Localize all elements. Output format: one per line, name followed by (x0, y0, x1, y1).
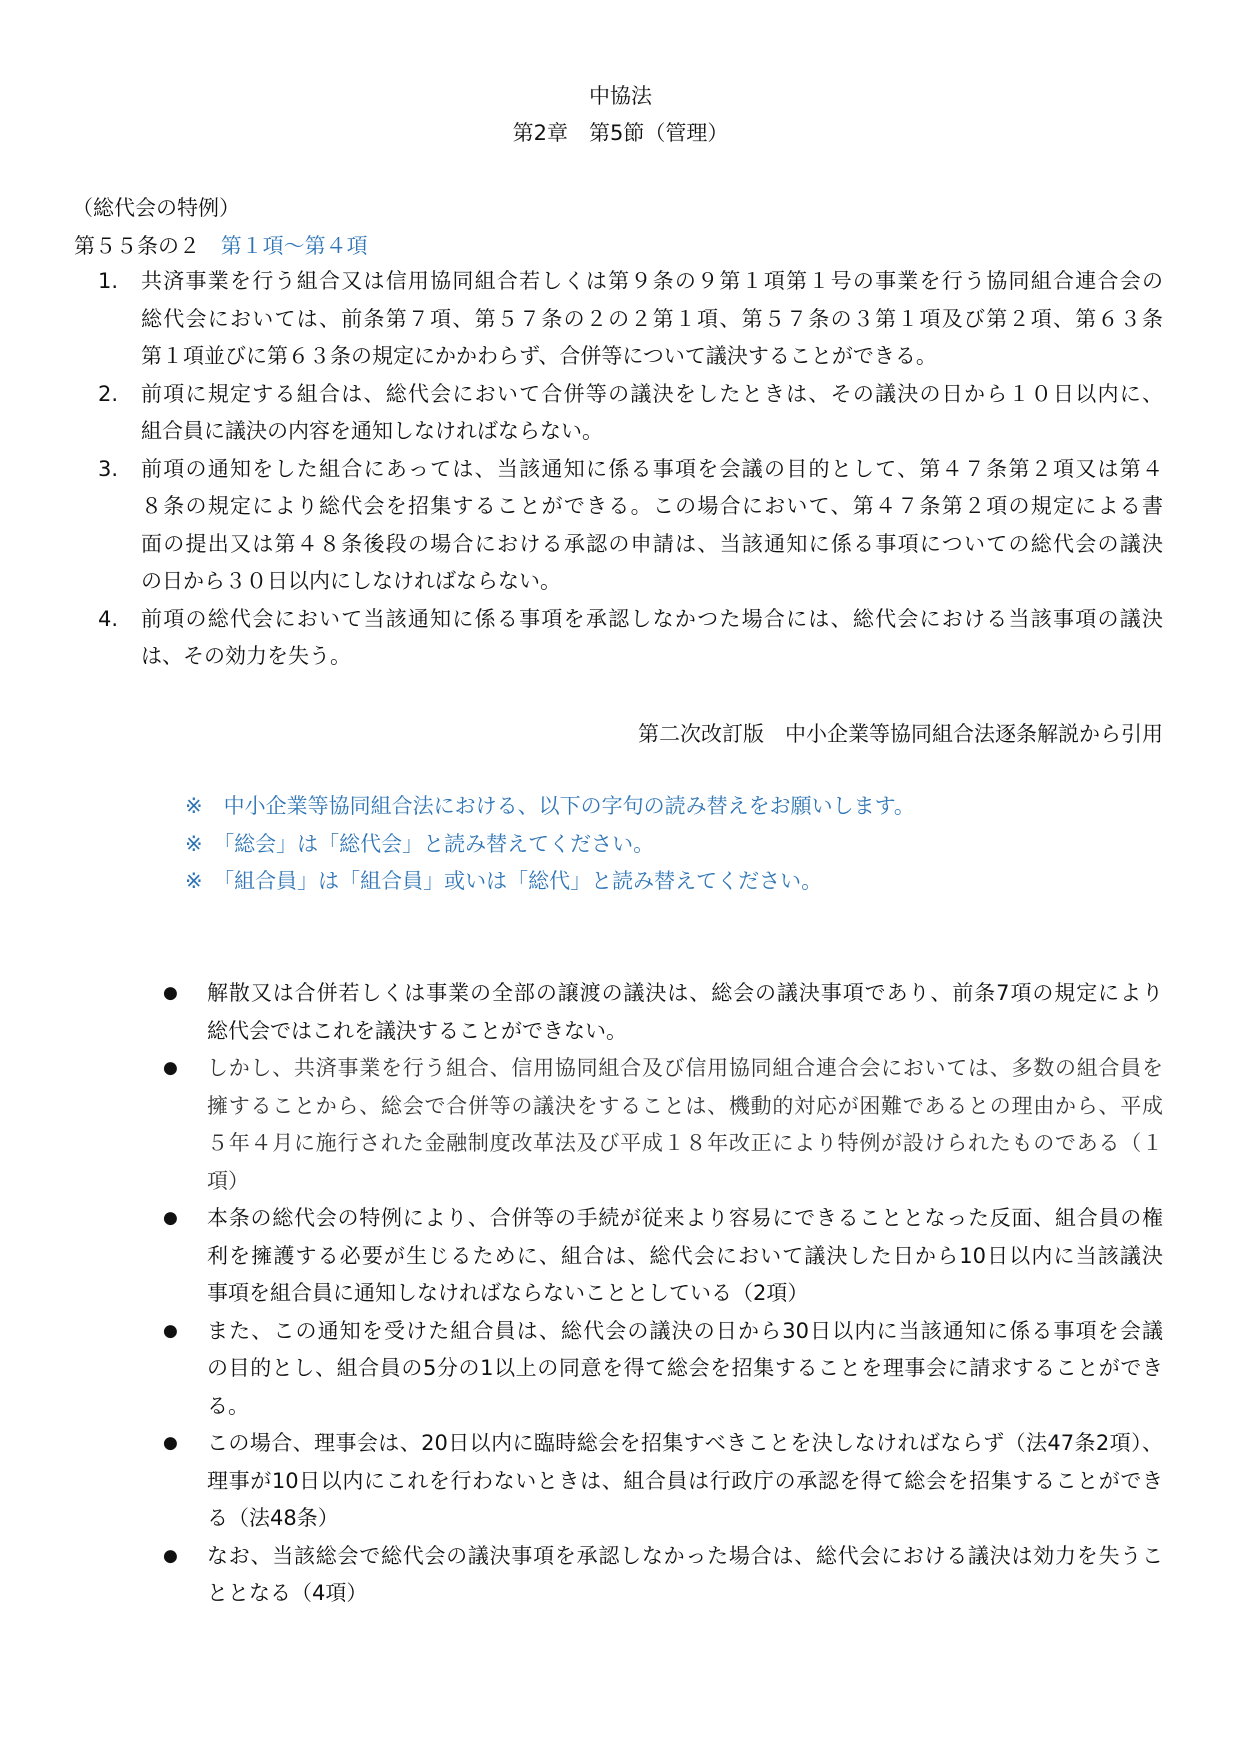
citation: 第二次改訂版 中小企業等協同組合法逐条解説から引用 (638, 722, 1163, 746)
bullet-text-line: ととなる（4項） (207, 1581, 368, 1605)
article-range: 第１項～第４項 (220, 234, 368, 258)
bullet-icon: ● (163, 1058, 178, 1078)
bullet-text-line: 事項を組合員に通知しなければならないこととしている（2項） (207, 1281, 809, 1305)
chapter-subtitle: 第2章 第5節（管理） (512, 121, 729, 145)
bullet-text-line: る。 (207, 1393, 249, 1418)
bullet-icon: ● (163, 1433, 178, 1453)
item-text-line: は、その効力を失う。 (141, 644, 351, 668)
bullet-icon: ● (163, 983, 178, 1003)
item-text-line: ８条の規定により総代会を招集することができる。この場合において、第４７条第２項の規定による書 (141, 494, 1163, 518)
reading-note: ※ 中小企業等協同組合法における、以下の字句の読み替えをお願いします。 (185, 794, 915, 818)
article-number: 第５５条の２ (74, 234, 200, 258)
item-text-line: 面の提出又は第４８条後段の場合における承認の申請は、当該通知に係る事項についての総代会の議決 (141, 531, 1163, 556)
article-heading (74, 230, 368, 260)
section-caption: （総代会の特例） (72, 196, 240, 220)
item-text-line: 総代会においては、前条第７項、第５７条の２の２第１項、第５７条の３第１項及び第２項、第６３条 (141, 306, 1163, 331)
bullet-text-line: ５年４月に施行された金融制度改革法及び平成１８年改正により特例が設けられたものである（１ (207, 1131, 1163, 1155)
item-text-line: 前項の総代会において当該通知に係る事項を承認しなかつた場合には、総代会における当該事項の議決 (141, 606, 1163, 631)
document-title: 中協法 (589, 84, 652, 108)
item-number: 4. (98, 606, 119, 631)
bullet-text-line: また、この通知を受けた組合員は、総代会の議決の日から30日以内に当該通知に係る事項を会議 (207, 1318, 1163, 1343)
bullet-icon: ● (163, 1320, 178, 1341)
reading-note: ※ 「組合員」は「組合員」或いは「総代」と読み替えてください。 (185, 869, 823, 893)
bullet-text-line: 利を擁護する必要が生じるために、組合は、総代会において議決した日から10日以内に当該議決 (207, 1243, 1163, 1268)
bullet-text-line: 擁することから、総会で合併等の議決をすることは、機動的対応が困難であるとの理由から、平成 (207, 1093, 1163, 1118)
bullet-text-line: 項） (207, 1168, 249, 1193)
bullet-icon: ● (163, 1208, 178, 1228)
reading-note: ※ 「総会」は「総代会」と読み替えてください。 (185, 831, 655, 856)
item-text-line: 組合員に議決の内容を通知しなければならない。 (141, 419, 603, 443)
bullet-text-line: この場合、理事会は、20日以内に臨時総会を招集すべきことを決しなければならず（法47条2項）、 (207, 1431, 1163, 1455)
bullet-text-line: なお、当該総会で総代会の議決事項を承認しなかった場合は、総代会における議決は効力を失うこ (207, 1543, 1163, 1568)
item-number: 2. (98, 381, 119, 406)
bullet-text-line: る（法48条） (207, 1506, 339, 1530)
bullet-text-line: 本条の総代会の特例により、合併等の手続が従来より容易にできることとなった反面、組合員の権 (207, 1206, 1163, 1230)
item-number: 1. (98, 269, 119, 293)
item-text-line: 前項に規定する組合は、総代会において合併等の議決をしたときは、その議決の日から１０日以内に、 (141, 381, 1163, 406)
item-text-line: 前項の通知をした組合にあっては、当該通知に係る事項を会議の目的として、第４７条第２項又は第４ (141, 456, 1163, 481)
item-number: 3. (98, 456, 119, 481)
bullet-icon: ● (163, 1545, 178, 1566)
item-text-line: 第１項並びに第６３条の規定にかかわらず、合併等について議決することができる。 (141, 344, 937, 368)
bullet-text-line: の目的とし、組合員の5分の1以上の同意を得て総会を招集することを理事会に請求することができ (207, 1356, 1163, 1380)
bullet-text-line: しかし、共済事業を行う組合、信用協同組合及び信用協同組合連合会においては、多数の組合員を (207, 1056, 1163, 1080)
bullet-text-line: 総代会ではこれを議決することができない。 (207, 1018, 627, 1043)
bullet-text-line: 解散又は合併若しくは事業の全部の譲渡の議決は、総会の議決事項であり、前条7項の規定により (207, 981, 1163, 1005)
item-text-line: の日から３０日以内にしなければならない。 (141, 569, 561, 593)
bullet-text-line: 理事が10日以内にこれを行わないときは、組合員は行政庁の承認を得て総会を招集することができ (207, 1468, 1163, 1493)
item-text-line: 共済事業を行う組合又は信用協同組合若しくは第９条の９第１項第１号の事業を行う協同組合連合会の (141, 269, 1163, 293)
